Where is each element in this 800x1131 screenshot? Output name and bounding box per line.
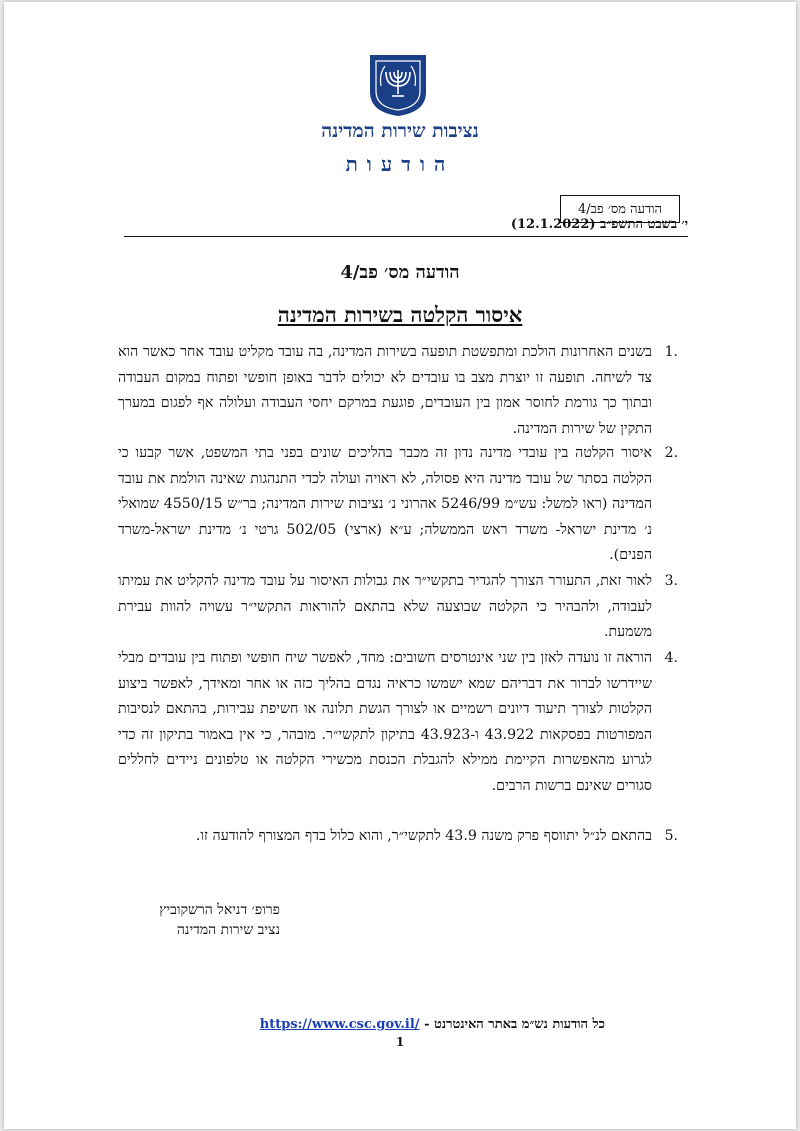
paragraph-1 bbox=[118, 340, 678, 441]
page-number: 1 bbox=[395, 1035, 405, 1049]
paragraph-number: .2 bbox=[664, 445, 678, 461]
paragraph-text: לאור זאת, התעורר הצורך להגדיר בתקשי״ר את גבולות האיסור על עובד מדינה להקליט את עמיתו לעבודה, ולהבהיר כי הקלטה שבוצעה שלא בהתאם להוראות התקשי״ר עשויה להוות עבירת משמעת. bbox=[118, 573, 652, 640]
paragraph-text: איסור הקלטה בין עובדי מדינה נדון זה מכבר בהליכים שונים בפני בתי המשפט, אשר קבעו כי הקלטה בסתר של עובד מדינה היא פסולה, לא ראויה ועולה לכדי התנהגות שאינה הולמת את עובד המדינה (ראו למשל: עש״מ 5246/99 אהרוני נ׳ נציבות שירות המדינה; בר״ש 4550/15 שמואלי נ׳ מדינת ישראל- משרד ראש הממשלה; ע״א (ארצי) 502/05 גרטי נ׳ מדינת ישראל-משרד הפנים). bbox=[118, 445, 652, 563]
paragraph-text: הוראה זו נועדה לאזן בין שני אינטרסים חשובים: מחד, לאפשר שיח חופשי ופתוח בין עובדים מבלי שיידרשו לברור את דבריהם שמא ישמשו כראיה נגדם בהליך כזה או אחר ומאידך, לאפשר ביצוע הקלטות לצורך תיעוד דיונים רשמיים או לצורך הגשת תלונה או חשיפת עבירות, בהתאם לנסיבות המפורטות בפסקאות 43.922 ו-43.923 בתיקון לתקשי״ר. מובהר, כי אין באמור בתיקון זה כדי לגרוע מהאפשרות הקיימת ממילא להגבלת הכנסת מכשירי הקלטה או טלפונים ניידים לחללים סגורים שאינם ברשות הרבים. bbox=[118, 650, 652, 794]
website-link[interactable]: https://www.csc.gov.il/ bbox=[259, 1017, 420, 1032]
footer-text: כל הודעות נש״מ באתר האינטרנט - bbox=[424, 1017, 605, 1032]
paragraph-number: .3 bbox=[664, 573, 678, 589]
paragraph-text: בשנים האחרונות הולכת ומתפשטת תופעה בשירות המדינה, בה עובד מקליט עובד אחר כאשר הוא צד לשיחה. תופעה זו יוצרת מצב בו עובדים לא יכולים לדבר באופן חופשי ופתוח במקום העבודה ובתוך כך גורמת לחוסר אמון בין העובדים, פוגעת במרקם יחסי העבודה ועלולה אף לפגום במערך התקין של שירות המדינה. bbox=[118, 344, 652, 437]
signer-name: פרופ׳ דניאל הרשקוביץ bbox=[159, 902, 280, 918]
org-name: נציבות שירות המדינה bbox=[321, 120, 479, 142]
footer bbox=[205, 1016, 605, 1032]
paragraph-3 bbox=[118, 569, 678, 646]
state-emblem-icon bbox=[367, 52, 429, 118]
signature-block bbox=[130, 900, 280, 940]
paragraph-number: .5 bbox=[664, 828, 678, 844]
signer-title: נציב שירות המדינה bbox=[176, 922, 280, 938]
paragraph-4 bbox=[118, 646, 678, 824]
subject-heading: איסור הקלטה בשירות המדינה bbox=[277, 302, 523, 327]
paragraph-text: בהתאם לנ״ל יתווסף פרק משנה 43.9 לתקשי״ר, והוא כלול בדף המצורף להודעה זו. bbox=[195, 828, 652, 844]
paragraph-list bbox=[118, 340, 678, 850]
date-line: י׳ בשבט התשפ״ב (12.1.2022) bbox=[124, 216, 688, 237]
notice-number-box: הודעה מס׳ פב/4 bbox=[560, 195, 680, 223]
announcements-heading: הודעות bbox=[345, 152, 455, 176]
paragraph-5 bbox=[118, 824, 678, 850]
paragraph-number: .4 bbox=[664, 650, 678, 666]
notice-title: הודעה מס׳ פב/4 bbox=[340, 262, 460, 283]
paragraph-number: .1 bbox=[664, 344, 678, 360]
paragraph-2 bbox=[118, 441, 678, 569]
